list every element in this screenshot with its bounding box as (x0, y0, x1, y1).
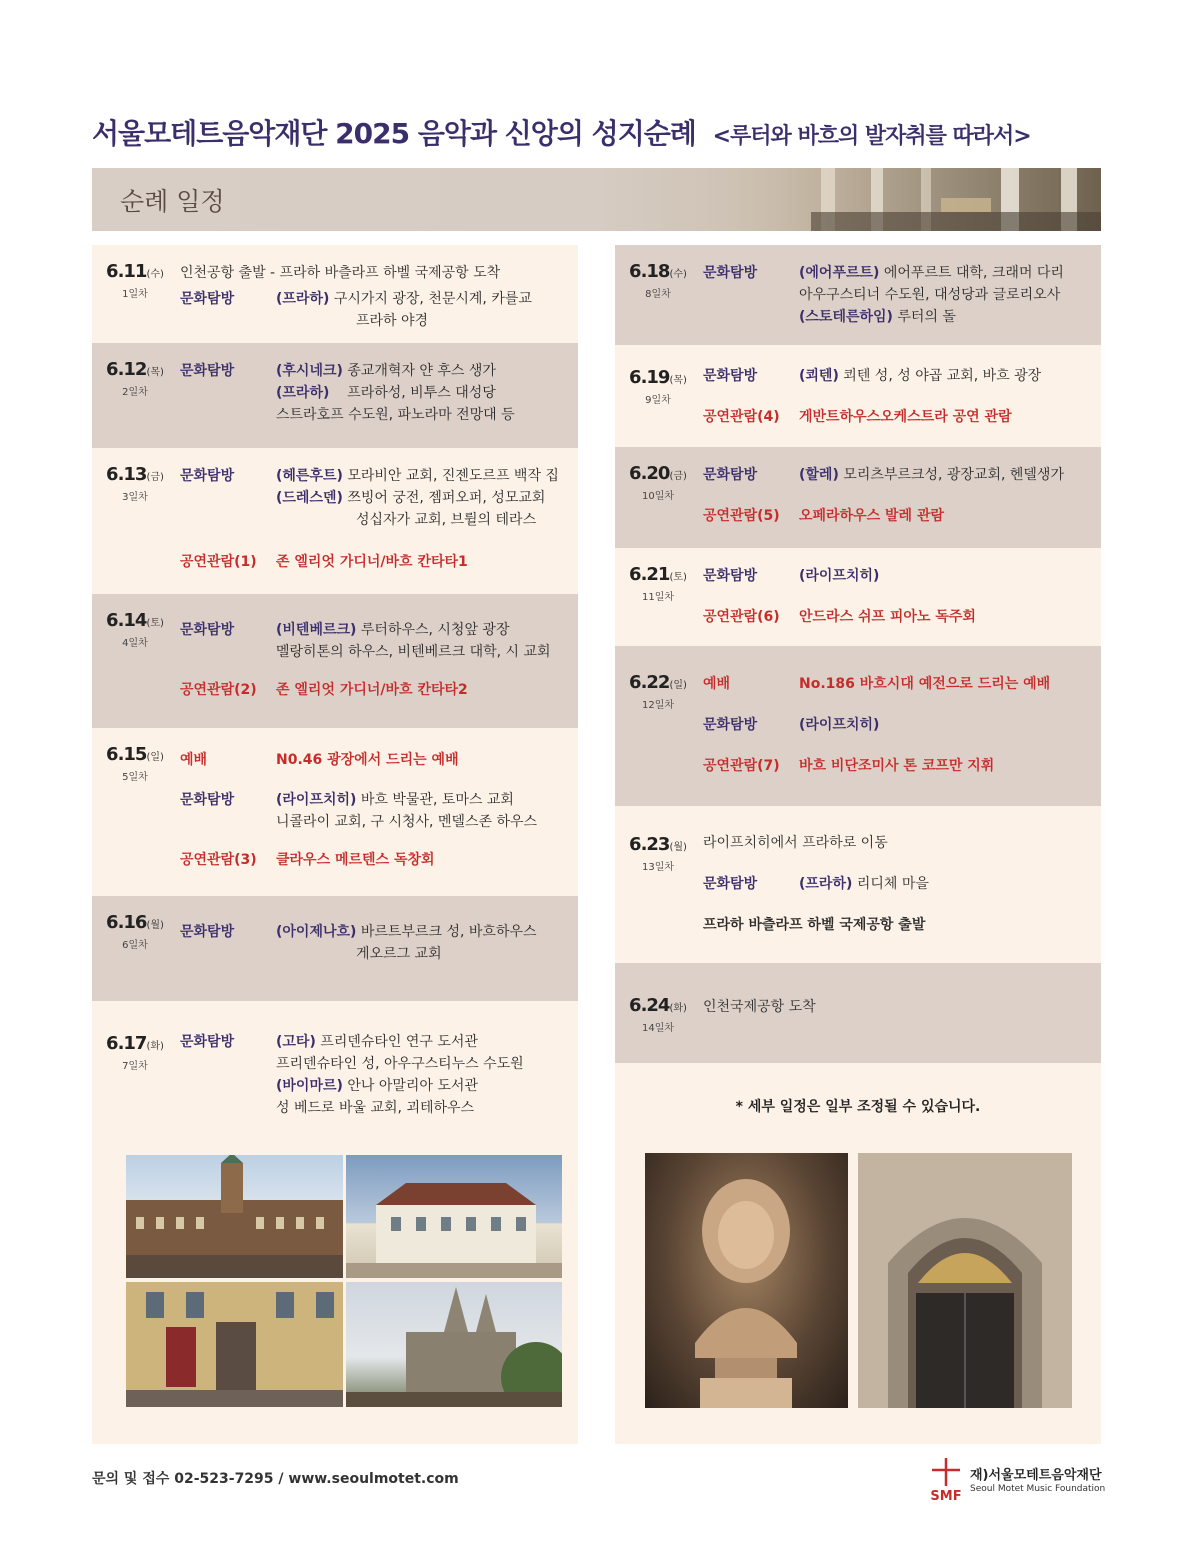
section-label: 순례 일정 (120, 187, 225, 216)
day-date: 6.17(화) 7일차 (106, 1033, 164, 1072)
day-date: 6.23(월) 13일차 (629, 834, 687, 873)
schedule-row-performance: 공연관람(6) 안드라스 쉬프 피아노 독주회 (703, 609, 976, 625)
schedule-row: 문화탐방 (쾨텐) 쾨텐 성, 성 야곱 교회, 바흐 광장 (703, 368, 1042, 384)
smf-logo-icon (926, 1456, 966, 1502)
day-date: 6.24(화) 14일차 (629, 995, 687, 1034)
bach-bust-image (645, 1153, 848, 1408)
schedule-row: 프라하 바츨라프 하벨 국제공항 출발 (703, 917, 926, 933)
title-subtitle: <루터와 바흐의 발자취를 따라서> (712, 124, 1031, 149)
day-date: 6.22(일) 12일차 (629, 672, 687, 711)
church-door-illustration (858, 1153, 1072, 1408)
day-0624 (615, 963, 1101, 1063)
day-0623 (615, 806, 1101, 963)
schedule-row-worship: 예배 No.186 바흐시대 예전으로 드리는 예배 (703, 676, 1051, 692)
schedule-row: 문화탐방 (프라하) 리디체 마을 (703, 876, 929, 892)
day-0616 (92, 896, 578, 1001)
schedule-row: 문화탐방 (라이프치히) (703, 717, 880, 733)
day-date: 6.13(금) 3일차 (106, 464, 164, 503)
concert-hall-image (671, 168, 1101, 231)
schedule-row-performance: 공연관람(3) 클라우스 메르텐스 독창회 (180, 852, 435, 868)
schedule-row-performance: 공연관람(5) 오페라하우스 발레 관람 (703, 508, 944, 524)
day-0613 (92, 448, 578, 594)
day-date: 6.18(수) 8일차 (629, 261, 687, 300)
logo-korean: 재)서울모테트음악재단 (970, 1468, 1102, 1483)
day-date: 6.15(일) 5일차 (106, 744, 164, 783)
day-0612 (92, 343, 578, 448)
wittenberg-illustration (346, 1155, 562, 1278)
schedule-row: 문화탐방 (고타) 프리덴슈타인 연구 도서관 프리덴슈타인 성, 아우구스티누스 수도원 (바이마르) 안나 아말리아 도서관 성 베드로 바울 교회, 괴테하우스 (180, 1034, 524, 1116)
page-title (92, 112, 1102, 152)
section-banner (92, 168, 1101, 231)
day-0621 (615, 548, 1101, 646)
day-0618 (615, 245, 1101, 345)
logo-mark-text: SMF (930, 1489, 962, 1502)
day-date: 6.16(월) 6일차 (106, 912, 164, 951)
town-hall-illustration (126, 1155, 343, 1278)
day-date: 6.20(금) 10일차 (629, 463, 687, 502)
footer-contact: 문의 및 접수 02-523-7295 / www.seoulmotet.com (92, 1471, 459, 1487)
schedule-row-performance: 공연관람(2) 존 엘리엇 가디너/바흐 칸타타2 (180, 682, 468, 698)
day-date: 6.21(토) 11일차 (629, 564, 687, 603)
schedule-row-performance: 공연관람(4) 게반트하우스오케스트라 공연 관람 (703, 409, 1012, 425)
schedule-row: 문화탐방 (후시네크) 종교개혁자 얀 후스 생가 (프라하) 프라하성, 비투스 대성당 스트라호프 수도원, 파노라마 전망대 등 (180, 363, 515, 423)
wittenberg-town-hall-image (346, 1155, 562, 1278)
schedule-row: 인천공항 출발 - 프라하 바츨라프 하벨 국제공항 도착 (180, 265, 501, 281)
schedule-row: 문화탐방 (헤른후트) 모라비안 교회, 진젠도르프 백작 집 (드레스덴) 쯔빙어 궁전, 젬퍼오퍼, 성모교회 성십자가 교회, 브륄의 테라스 (180, 468, 559, 528)
schedule-row: 문화탐방 (에어푸르트) 에어푸르트 대학, 크래머 다리 아우구스티너 수도원, 대성당과 글로리오사 (스토테른하임) 루터의 돌 (703, 265, 1064, 325)
bach-museum-street-image (126, 1282, 343, 1407)
schedule-row: 문화탐방 (할레) 모리츠부르크성, 광장교회, 헨델생가 (703, 467, 1064, 483)
schedule-row: 라이프치히에서 프라하로 이동 (703, 835, 888, 851)
leipzig-old-town-hall-image (126, 1155, 343, 1278)
day-0614 (92, 594, 578, 728)
day-0620 (615, 447, 1101, 548)
day-date: 6.14(토) 4일차 (106, 610, 164, 649)
day-0611 (92, 245, 578, 343)
day-date: 6.11(수) 1일차 (106, 261, 164, 300)
castle-church-door-image (858, 1153, 1072, 1408)
logo-english: Seoul Motet Music Foundation (970, 1484, 1106, 1494)
day-0619 (615, 345, 1101, 447)
schedule-row-performance: 공연관람(1) 존 엘리엇 가디너/바흐 칸타타1 (180, 554, 468, 570)
street-illustration (126, 1282, 343, 1407)
foundation-logo (926, 1456, 1106, 1502)
church-illustration (346, 1282, 562, 1407)
bach-bust-illustration (645, 1153, 848, 1408)
schedule-row-worship: 예배 N0.46 광장에서 드리는 예배 (180, 752, 459, 768)
schedule-row: 문화탐방 (라이프치히) 바흐 박물관, 토마스 교회 니콜라이 교회, 구 시청사, 멘델스존 하우스 (180, 792, 538, 830)
gothic-church-image (346, 1282, 562, 1407)
schedule-row: 문화탐방 (비텐베르크) 루터하우스, 시청앞 광장 멜랑히톤의 하우스, 비텐베르크 대학, 시 교회 (180, 622, 551, 660)
schedule-row: 문화탐방 (프라하) 구시가지 광장, 천문시계, 카를교 프라하 야경 (180, 291, 532, 329)
day-0622 (615, 646, 1101, 806)
schedule-note: * 세부 일정은 일부 조정될 수 있습니다. (735, 1099, 981, 1115)
day-0615 (92, 728, 578, 896)
title-main: 서울모테트음악재단 2025 음악과 신앙의 성지순례 (92, 117, 696, 150)
schedule-row: 문화탐방 (아이제나흐) 바르트부르크 성, 바흐하우스 게오르그 교회 (180, 924, 537, 962)
day-date: 6.19(목) 9일차 (629, 367, 687, 406)
schedule-row-performance: 공연관람(7) 바흐 비단조미사 톤 코프만 지휘 (703, 758, 995, 774)
day-date: 6.12(목) 2일차 (106, 359, 164, 398)
schedule-row: 인천국제공항 도착 (703, 999, 816, 1015)
schedule-row: 문화탐방 (라이프치히) (703, 568, 880, 584)
